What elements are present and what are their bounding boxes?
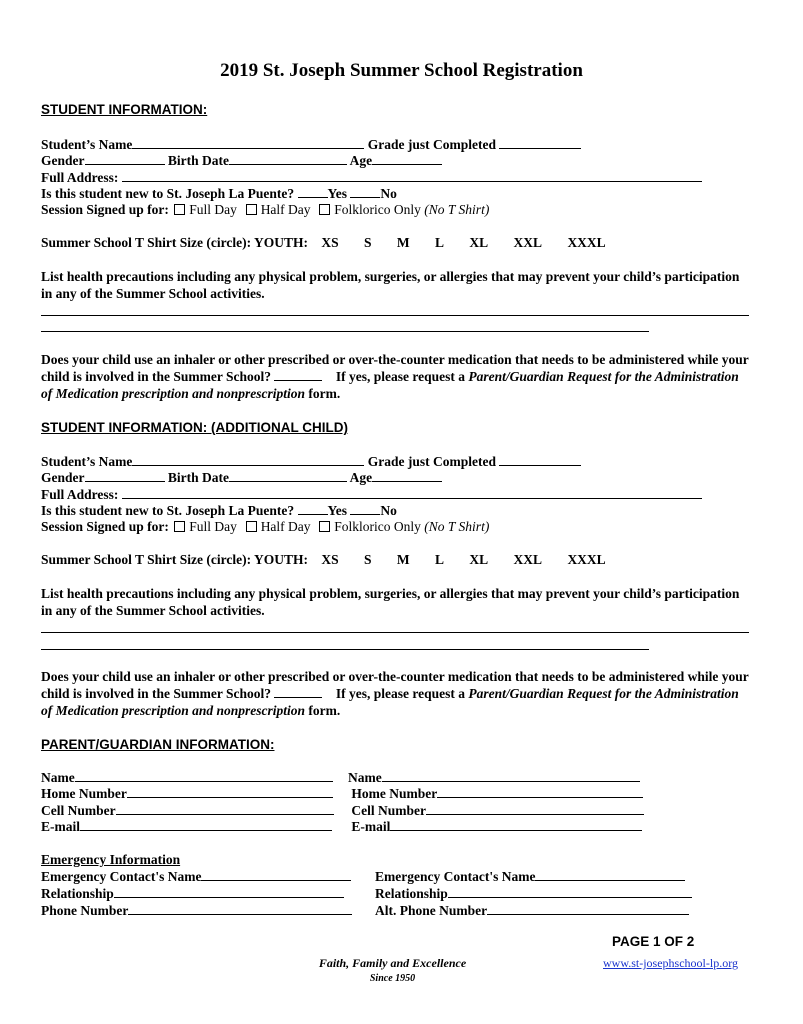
emergency-heading: Emergency Information	[41, 852, 181, 867]
health-line-2[interactable]	[41, 331, 649, 332]
health2-line-2[interactable]	[41, 649, 649, 650]
parent1-cell-field[interactable]	[116, 802, 334, 815]
session2-label: Session Signed up for:	[41, 519, 169, 534]
page-title: 2019 St. Joseph Summer School Registration	[220, 60, 583, 81]
parent1-name-row	[41, 769, 333, 786]
tshirt2-row	[41, 552, 628, 568]
emergency1-rel-row	[41, 885, 344, 902]
birth-date2-field[interactable]	[229, 469, 347, 482]
age2-field[interactable]	[372, 469, 442, 482]
emergency2-alt-phone-field[interactable]	[487, 902, 689, 915]
folklorico-note: (No T Shirt)	[424, 202, 490, 217]
emergency1-phone-label: Phone Number	[41, 903, 129, 918]
emergency1-contact-label: Emergency Contact's Name	[41, 869, 202, 884]
parent2-name-label: Name	[348, 770, 382, 785]
address2-label: Full Address:	[41, 487, 119, 502]
emergency1-phone-field[interactable]	[128, 902, 352, 915]
parent1-email-row	[41, 818, 332, 835]
parent2-home-row	[348, 785, 643, 802]
address2-row	[41, 486, 702, 503]
half-day-label: Half Day	[260, 202, 311, 217]
student2-name-label: Student’s Name	[41, 454, 133, 469]
age2-label: Age	[349, 470, 373, 485]
additional-section-heading: STUDENT INFORMATION: (ADDITIONAL CHILD)	[41, 420, 348, 435]
parent2-cell-field[interactable]	[426, 802, 644, 815]
inhaler2-end: form.	[308, 703, 341, 718]
grade-label: Grade just Completed	[367, 137, 497, 152]
grade2-field[interactable]	[499, 453, 581, 466]
full-day-label: Full Day	[189, 202, 237, 217]
page-number: PAGE 1 OF 2	[612, 934, 695, 949]
tshirt-row	[41, 235, 628, 251]
emergency2-contact-field[interactable]	[535, 868, 685, 881]
new2-no-field[interactable]	[350, 502, 380, 515]
student2-name-field[interactable]	[132, 453, 364, 466]
student-name-field[interactable]	[132, 136, 364, 149]
parent2-email-row	[348, 818, 642, 835]
size-s[interactable]: S	[364, 235, 372, 250]
emergency1-contact-field[interactable]	[201, 868, 351, 881]
new-student-label: Is this student new to St. Joseph La Puente?	[41, 186, 295, 201]
parent2-email-label: E-mail	[351, 819, 391, 834]
parent1-email-label: E-mail	[41, 819, 80, 834]
emergency1-rel-label: Relationship	[41, 886, 114, 901]
parent2-email-field[interactable]	[390, 818, 642, 831]
emergency1-phone-row	[41, 902, 352, 919]
size2-xl[interactable]: XL	[469, 552, 489, 567]
tshirt2-label: Summer School T Shirt Size (circle): YOUTH:	[41, 552, 308, 567]
size-m[interactable]: M	[396, 235, 410, 250]
parent2-home-label: Home Number	[351, 786, 438, 801]
age-label: Age	[349, 153, 373, 168]
parent1-cell-row	[41, 802, 334, 819]
gender2-field[interactable]	[85, 469, 165, 482]
yes2-label: Yes	[327, 503, 348, 518]
size2-xs[interactable]: XS	[321, 552, 339, 567]
motto-text: Faith, Family and Excellence	[318, 956, 467, 970]
gender-row	[41, 152, 442, 169]
health-line-1[interactable]	[41, 315, 749, 316]
tshirt-label: Summer School T Shirt Size (circle): YOUTH:	[41, 235, 308, 250]
inhaler-field[interactable]	[274, 368, 322, 381]
full-day2-label: Full Day	[189, 519, 237, 534]
inhaler-form-name: Parent/Guardian Request for the Administration of Medication prescription and nonprescription	[41, 369, 739, 401]
birth-date-label: Birth Date	[167, 153, 229, 168]
inhaler2-question: Does your child use an inhaler or other prescribed or over-the-counter medication that needs to be administered while your child is involved in the Summer School?	[41, 669, 749, 701]
yes-label: Yes	[327, 186, 348, 201]
parent1-home-field[interactable]	[127, 785, 333, 798]
size2-m[interactable]: M	[396, 552, 410, 567]
gender-field[interactable]	[85, 152, 165, 165]
birth-date-field[interactable]	[229, 152, 347, 165]
size-xs[interactable]: XS	[321, 235, 339, 250]
parent1-home-label: Home Number	[41, 786, 127, 801]
health2-line-1[interactable]	[41, 632, 749, 633]
size2-s[interactable]: S	[364, 552, 372, 567]
address-field[interactable]	[122, 169, 702, 182]
student2-name-row	[41, 453, 581, 470]
new2-yes-field[interactable]	[298, 502, 328, 515]
emergency2-alt-phone-label: Alt. Phone Number	[375, 903, 488, 918]
emergency1-contact-row	[41, 868, 351, 885]
parent1-name-label: Name	[41, 770, 75, 785]
inhaler-end: form.	[308, 386, 341, 401]
address-row	[41, 169, 702, 186]
no-label: No	[380, 186, 397, 201]
size-xxxl[interactable]: XXXL	[567, 235, 606, 250]
gender2-label: Gender	[41, 470, 85, 485]
parent2-cell-row	[348, 802, 644, 819]
address-label: Full Address:	[41, 170, 119, 185]
inhaler-if: If yes, please request a	[335, 369, 466, 384]
half-day-checkbox[interactable]	[246, 204, 257, 215]
parent2-name-row	[348, 769, 640, 786]
emergency2-rel-row	[375, 885, 692, 902]
full-day-checkbox[interactable]	[174, 204, 185, 215]
parent2-home-field[interactable]	[437, 785, 643, 798]
birth-date2-label: Birth Date	[167, 470, 229, 485]
grade2-label: Grade just Completed	[367, 454, 497, 469]
folklorico-label: Folklorico Only	[334, 202, 421, 217]
student-section-heading: STUDENT INFORMATION:	[41, 102, 208, 117]
size2-xxl[interactable]: XXL	[513, 552, 543, 567]
folklorico2-label: Folklorico Only	[334, 519, 421, 534]
size2-l[interactable]: L	[435, 552, 445, 567]
session2-row	[41, 519, 489, 535]
emergency2-contact-label: Emergency Contact's Name	[375, 869, 536, 884]
full-day2-checkbox[interactable]	[174, 521, 185, 532]
parent1-email-field[interactable]	[80, 818, 332, 831]
age-field[interactable]	[372, 152, 442, 165]
gender2-row	[41, 469, 442, 486]
student-name-row	[41, 136, 581, 153]
new-student2-row	[41, 502, 397, 519]
folklorico2-note: (No T Shirt)	[424, 519, 490, 534]
new-no-field[interactable]	[350, 185, 380, 198]
student-name-label: Student’s Name	[41, 137, 133, 152]
emergency2-rel-label: Relationship	[375, 886, 448, 901]
new-student2-label: Is this student new to St. Joseph La Puente?	[41, 503, 295, 518]
folklorico2-checkbox[interactable]	[319, 521, 330, 532]
since-text: Since 1950	[369, 973, 416, 984]
health-prompt: List health precautions including any physical problem, surgeries, or allergies that may prevent your child’s participation in any of the Summer School activities.	[41, 269, 740, 301]
half-day2-checkbox[interactable]	[246, 521, 257, 532]
inhaler2-field[interactable]	[274, 685, 322, 698]
size-l[interactable]: L	[435, 235, 445, 250]
parent2-cell-label: Cell Number	[351, 803, 426, 818]
parent1-name-field[interactable]	[75, 769, 333, 782]
no2-label: No	[380, 503, 397, 518]
inhaler2-form-name: Parent/Guardian Request for the Administration of Medication prescription and nonprescription	[41, 686, 739, 718]
new-student-row	[41, 185, 397, 202]
size-xxl[interactable]: XXL	[513, 235, 543, 250]
parent1-home-row	[41, 785, 333, 802]
new-yes-field[interactable]	[298, 185, 328, 198]
inhaler-prompt	[41, 351, 751, 402]
address2-field[interactable]	[122, 486, 702, 499]
parent-section-heading: PARENT/GUARDIAN INFORMATION:	[41, 737, 275, 752]
session-label: Session Signed up for:	[41, 202, 169, 217]
grade-field[interactable]	[499, 136, 581, 149]
emergency2-contact-row	[375, 868, 685, 885]
parent2-name-field[interactable]	[382, 769, 640, 782]
emergency1-rel-field[interactable]	[114, 885, 344, 898]
size2-xxxl[interactable]: XXXL	[567, 552, 606, 567]
parent1-cell-label: Cell Number	[41, 803, 116, 818]
health2-prompt: List health precautions including any physical problem, surgeries, or allergies that may prevent your child’s participation in any of the Summer School activities.	[41, 586, 740, 618]
size-xl[interactable]: XL	[469, 235, 489, 250]
folklorico-checkbox[interactable]	[319, 204, 330, 215]
session-row	[41, 202, 489, 218]
inhaler-question: Does your child use an inhaler or other prescribed or over-the-counter medication that needs to be administered while your child is involved in the Summer School?	[41, 352, 749, 384]
website-link[interactable]: www.st-josephschool-lp.org	[603, 956, 738, 970]
gender-label: Gender	[41, 153, 85, 168]
inhaler2-prompt	[41, 668, 751, 719]
inhaler2-if: If yes, please request a	[335, 686, 466, 701]
emergency2-rel-field[interactable]	[448, 885, 692, 898]
half-day2-label: Half Day	[260, 519, 311, 534]
emergency2-phone-row	[375, 902, 689, 919]
